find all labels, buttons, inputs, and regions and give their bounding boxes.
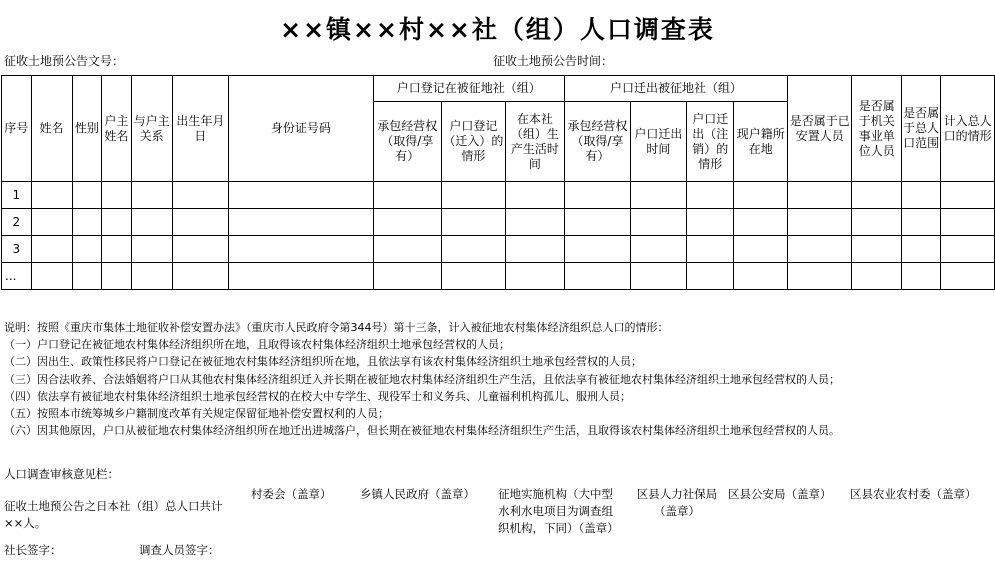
agri-seal: 区县农业农村委（盖章） (850, 487, 977, 501)
header-relation: 与户主关系 (131, 76, 172, 182)
header-gender: 性别 (72, 76, 101, 182)
header-householder: 户主姓名 (102, 76, 131, 182)
header-in-register: 户口登记（迁入）的情形 (442, 102, 506, 182)
row-number: 3 (2, 236, 32, 263)
surveyor-signature-label: 调查人员签字： (139, 543, 220, 557)
header-name: 姓名 (31, 76, 72, 182)
header-in-contract: 承包经营权（取得/享有） (373, 102, 442, 182)
notes-section (4, 319, 989, 439)
table-row (2, 182, 995, 209)
header-out-time: 户口迁出时间 (630, 102, 687, 182)
table-row (2, 209, 995, 236)
header-in-scope: 是否属于总人口范围 (902, 76, 941, 182)
note-item: （一）户口登记在被征地农村集体经济组织所在地，且取得该农村集体经济组织土地承包经营权的人员； (4, 338, 510, 352)
total-population-text: 征收土地预公告之日本社（组）总人口共计××人。 (4, 499, 223, 530)
note-item: （二）因出生、政策性移民将户口登记在被征地农村集体经济组织所在地，且依法享有该农村集体经济组织土地承包经营权的人员； (4, 355, 642, 369)
township-seal: 乡镇人民政府（盖章） (360, 487, 475, 501)
notice-no-label: 征收土地预公告文号： (4, 54, 125, 68)
header-counted: 计入总人口的情形 (941, 76, 995, 182)
village-seal: 村委会（盖章） (251, 487, 332, 501)
population-table (1, 75, 995, 290)
head-signature-label: 社长签字： (4, 543, 62, 557)
table-row (2, 263, 995, 290)
hr-bureau-seal: 区县人力社保局（盖章） (636, 487, 718, 518)
header-seq: 序号 (2, 76, 32, 182)
header-group-out: 户口迁出被征地社（组） (565, 76, 788, 102)
note-item: （六）因其他原因，户口从被征地农村集体经济组织所在地迁出进城落户，但长期在被征地农村集体经济组织生产生活，且取得该农村集体经济组织土地承包经营权的人员。 (4, 424, 840, 438)
header-birth: 出生年月日 (172, 76, 229, 182)
agency-seal: 征地实施机构（大中型水利水电项目为调查组织机构，下同）（盖章） (498, 487, 619, 535)
note-item: （五）按照本市统筹城乡户籍制度改革有关规定保留征地补偿安置权利的人员； (4, 407, 389, 421)
header-in-living: 在本社（组）生产生活时间 (505, 102, 564, 182)
header-group-in: 户口登记在被征地社（组） (373, 76, 564, 102)
row-number: ... (2, 263, 32, 290)
header-id-no: 身份证号码 (229, 76, 373, 182)
header-out-contract: 承包经营权（取得/享有） (565, 102, 631, 182)
note-item: （三）因合法收养、合法婚姻将户口从其他农村集体经济组织迁入并长期在被征地农村集体经济组织生产生活，且依法享有被征地农村集体经济组织土地承包经营权的人员； (4, 372, 840, 386)
header-out-case: 户口迁出（注销）的情形 (687, 102, 734, 182)
row-number: 2 (2, 209, 32, 236)
note-intro: 说明：按照《重庆市集体土地征收补偿安置办法》（重庆市人民政府令第344号）第十三条，计入被征地农村集体经济组织总人口的情形： (4, 321, 669, 334)
table-row (2, 236, 995, 263)
row-number: 1 (2, 182, 32, 209)
note-item: （四）依法享有被征地农村集体经济组织土地承包经营权的在校大中专学生、现役军士和义务兵、儿童福利机构孤儿、服刑人员； (4, 389, 631, 403)
review-label: 人口调查审核意见栏： (4, 467, 119, 481)
header-out-location: 现户籍所在地 (734, 102, 788, 182)
notice-time-label: 征收土地预公告时间： (493, 54, 614, 68)
header-resettled: 是否属于已安置人员 (788, 76, 852, 182)
header-public-staff: 是否属于机关事业单位人员 (852, 76, 902, 182)
page-title: ××镇××村××社（组）人口调查表 (280, 15, 715, 44)
police-seal: 区县公安局（盖章） (728, 487, 832, 501)
